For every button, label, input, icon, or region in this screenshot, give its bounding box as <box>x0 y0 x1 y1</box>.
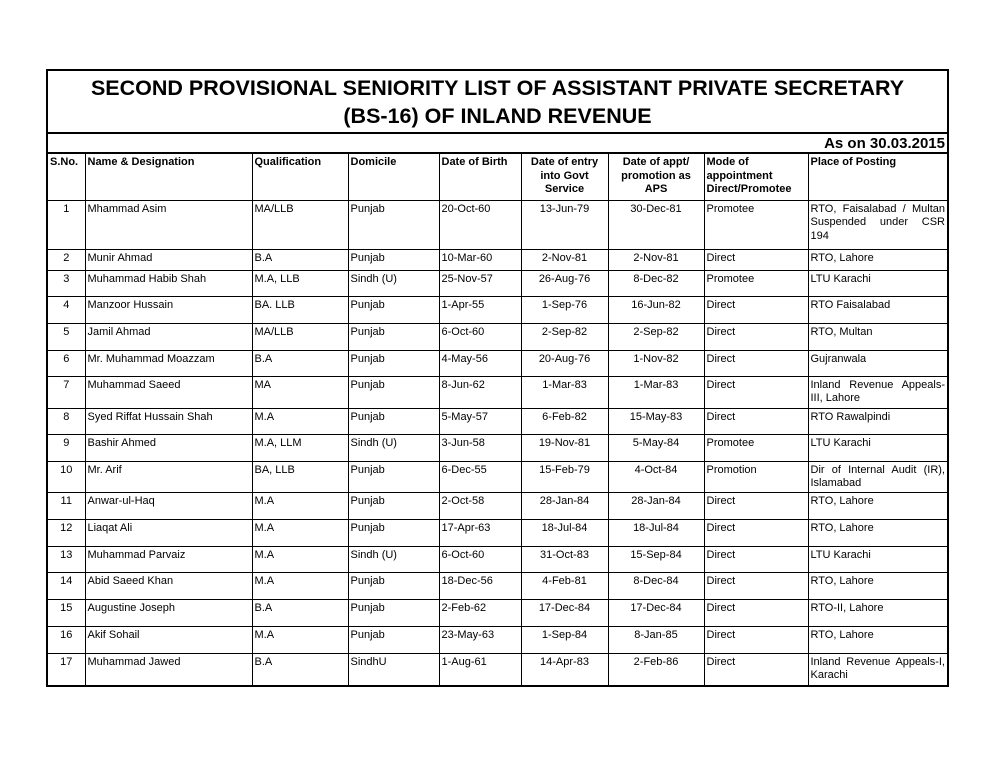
cell-date-appt: 16-Jun-82 <box>608 296 704 323</box>
cell-mode: Direct <box>704 492 808 519</box>
cell-mode: Direct <box>704 350 808 376</box>
cell-dob: 18-Dec-56 <box>439 572 521 599</box>
cell-qualification: B.A <box>252 249 348 270</box>
cell-dob: 6-Oct-60 <box>439 546 521 572</box>
table-row <box>48 434 947 461</box>
cell-dob: 2-Feb-62 <box>439 599 521 626</box>
cell-name: Muhammad Saeed <box>85 376 252 408</box>
cell-sno: 7 <box>48 376 85 408</box>
cell-sno: 13 <box>48 546 85 572</box>
cell-date-appt: 8-Dec-84 <box>608 572 704 599</box>
table-row <box>48 626 947 653</box>
cell-mode: Direct <box>704 408 808 434</box>
cell-mode: Promotee <box>704 200 808 249</box>
cell-date-entry: 2-Nov-81 <box>521 249 608 270</box>
title-line-2: (BS-16) OF INLAND REVENUE <box>343 104 652 128</box>
cell-posting: RTO, Lahore <box>808 572 947 599</box>
cell-name: Munir Ahmad <box>85 249 252 270</box>
cell-date-appt: 1-Nov-82 <box>608 350 704 376</box>
table-row <box>48 323 947 350</box>
cell-domicile: Punjab <box>348 461 439 492</box>
cell-name: Mr. Muhammad Moazzam <box>85 350 252 376</box>
cell-domicile: Sindh (U) <box>348 434 439 461</box>
cell-sno: 10 <box>48 461 85 492</box>
cell-mode: Direct <box>704 519 808 546</box>
cell-mode: Direct <box>704 376 808 408</box>
cell-domicile: Punjab <box>348 519 439 546</box>
cell-qualification: MA <box>252 376 348 408</box>
cell-domicile: Punjab <box>348 249 439 270</box>
cell-date-entry: 26-Aug-76 <box>521 270 608 296</box>
table-row <box>48 519 947 546</box>
cell-qualification: B.A <box>252 350 348 376</box>
table-row <box>48 270 947 296</box>
cell-date-appt: 4-Oct-84 <box>608 461 704 492</box>
cell-qualification: BA. LLB <box>252 296 348 323</box>
cell-date-entry: 6-Feb-82 <box>521 408 608 434</box>
cell-mode: Direct <box>704 546 808 572</box>
cell-date-appt: 17-Dec-84 <box>608 599 704 626</box>
table-row <box>48 599 947 626</box>
cell-date-appt: 30-Dec-81 <box>608 200 704 249</box>
cell-sno: 3 <box>48 270 85 296</box>
cell-sno: 17 <box>48 653 85 685</box>
cell-sno: 5 <box>48 323 85 350</box>
cell-date-entry: 15-Feb-79 <box>521 461 608 492</box>
cell-name: Muhammad Parvaiz <box>85 546 252 572</box>
cell-date-appt: 15-May-83 <box>608 408 704 434</box>
cell-date-appt: 5-May-84 <box>608 434 704 461</box>
cell-domicile: Punjab <box>348 296 439 323</box>
cell-posting: RTO, Lahore <box>808 249 947 270</box>
cell-posting: RTO, Lahore <box>808 626 947 653</box>
cell-qualification: MA/LLB <box>252 200 348 249</box>
cell-dob: 1-Apr-55 <box>439 296 521 323</box>
cell-sno: 11 <box>48 492 85 519</box>
cell-date-appt: 8-Jan-85 <box>608 626 704 653</box>
cell-mode: Promotion <box>704 461 808 492</box>
cell-posting: LTU Karachi <box>808 270 947 296</box>
table-row <box>48 572 947 599</box>
cell-sno: 12 <box>48 519 85 546</box>
cell-date-appt: 2-Sep-82 <box>608 323 704 350</box>
table-row <box>48 200 947 249</box>
cell-dob: 23-May-63 <box>439 626 521 653</box>
header-qualification: Qualification <box>252 154 348 200</box>
cell-date-appt: 18-Jul-84 <box>608 519 704 546</box>
cell-dob: 6-Dec-55 <box>439 461 521 492</box>
cell-qualification: M.A <box>252 546 348 572</box>
cell-mode: Promotee <box>704 434 808 461</box>
cell-date-appt: 15-Sep-84 <box>608 546 704 572</box>
cell-dob: 3-Jun-58 <box>439 434 521 461</box>
table-row <box>48 408 947 434</box>
cell-sno: 16 <box>48 626 85 653</box>
document-title <box>48 71 947 134</box>
cell-date-entry: 1-Sep-84 <box>521 626 608 653</box>
cell-domicile: Punjab <box>348 408 439 434</box>
cell-mode: Direct <box>704 626 808 653</box>
cell-date-appt: 2-Nov-81 <box>608 249 704 270</box>
cell-dob: 2-Oct-58 <box>439 492 521 519</box>
header-date-appt: Date of appt/ promotion as APS <box>608 154 704 200</box>
seniority-table <box>48 154 947 685</box>
cell-dob: 10-Mar-60 <box>439 249 521 270</box>
cell-domicile: Punjab <box>348 572 439 599</box>
cell-date-entry: 14-Apr-83 <box>521 653 608 685</box>
cell-name: Syed Riffat Hussain Shah <box>85 408 252 434</box>
cell-mode: Direct <box>704 572 808 599</box>
cell-sno: 15 <box>48 599 85 626</box>
cell-sno: 2 <box>48 249 85 270</box>
cell-domicile: Punjab <box>348 492 439 519</box>
header-date-entry: Date of entry into Govt Service <box>521 154 608 200</box>
table-row <box>48 653 947 685</box>
cell-posting: RTO, Multan <box>808 323 947 350</box>
cell-name: Abid Saeed Khan <box>85 572 252 599</box>
cell-date-appt: 1-Mar-83 <box>608 376 704 408</box>
table-row <box>48 492 947 519</box>
header-sno: S.No. <box>48 154 85 200</box>
cell-dob: 20-Oct-60 <box>439 200 521 249</box>
cell-qualification: M.A <box>252 519 348 546</box>
cell-qualification: M.A <box>252 408 348 434</box>
cell-date-entry: 18-Jul-84 <box>521 519 608 546</box>
table-row <box>48 350 947 376</box>
as-on-date: As on 30.03.2015 <box>48 134 947 154</box>
cell-posting: RTO-II, Lahore <box>808 599 947 626</box>
header-posting: Place of Posting <box>808 154 947 200</box>
cell-domicile: Punjab <box>348 323 439 350</box>
header-domicile: Domicile <box>348 154 439 200</box>
cell-posting: Dir of Internal Audit (IR), Islamabad <box>808 461 947 492</box>
header-name: Name & Designation <box>85 154 252 200</box>
cell-date-appt: 28-Jan-84 <box>608 492 704 519</box>
cell-posting: LTU Karachi <box>808 546 947 572</box>
cell-name: Muhammad Jawed <box>85 653 252 685</box>
cell-name: Liaqat Ali <box>85 519 252 546</box>
cell-dob: 1-Aug-61 <box>439 653 521 685</box>
cell-sno: 14 <box>48 572 85 599</box>
cell-name: Muhammad Habib Shah <box>85 270 252 296</box>
cell-dob: 25-Nov-57 <box>439 270 521 296</box>
cell-qualification: M.A <box>252 572 348 599</box>
cell-posting: Gujranwala <box>808 350 947 376</box>
table-header-row <box>48 154 947 200</box>
cell-dob: 4-May-56 <box>439 350 521 376</box>
cell-date-entry: 13-Jun-79 <box>521 200 608 249</box>
cell-date-appt: 2-Feb-86 <box>608 653 704 685</box>
cell-dob: 5-May-57 <box>439 408 521 434</box>
cell-qualification: M.A <box>252 626 348 653</box>
cell-qualification: B.A <box>252 653 348 685</box>
cell-posting: RTO, Lahore <box>808 492 947 519</box>
cell-dob: 6-Oct-60 <box>439 323 521 350</box>
cell-date-entry: 19-Nov-81 <box>521 434 608 461</box>
cell-mode: Direct <box>704 249 808 270</box>
cell-domicile: Punjab <box>348 599 439 626</box>
seniority-list-document <box>46 69 949 687</box>
cell-name: Akif Sohail <box>85 626 252 653</box>
cell-domicile: Punjab <box>348 200 439 249</box>
cell-date-entry: 1-Sep-76 <box>521 296 608 323</box>
cell-domicile: SindhU <box>348 653 439 685</box>
cell-domicile: Punjab <box>348 350 439 376</box>
cell-name: Bashir Ahmed <box>85 434 252 461</box>
cell-posting: Inland Revenue Appeals-I, Karachi <box>808 653 947 685</box>
cell-date-appt: 8-Dec-82 <box>608 270 704 296</box>
cell-name: Anwar-ul-Haq <box>85 492 252 519</box>
cell-sno: 8 <box>48 408 85 434</box>
cell-domicile: Punjab <box>348 626 439 653</box>
header-dob: Date of Birth <box>439 154 521 200</box>
header-mode: Mode of appointment Direct/Promotee <box>704 154 808 200</box>
cell-dob: 17-Apr-63 <box>439 519 521 546</box>
cell-domicile: Sindh (U) <box>348 270 439 296</box>
table-row <box>48 296 947 323</box>
cell-qualification: B.A <box>252 599 348 626</box>
cell-qualification: M.A, LLM <box>252 434 348 461</box>
cell-date-entry: 20-Aug-76 <box>521 350 608 376</box>
cell-posting: RTO Faisalabad <box>808 296 947 323</box>
cell-name: Mhammad Asim <box>85 200 252 249</box>
cell-domicile: Punjab <box>348 376 439 408</box>
table-row <box>48 461 947 492</box>
cell-domicile: Sindh (U) <box>348 546 439 572</box>
cell-date-entry: 31-Oct-83 <box>521 546 608 572</box>
cell-date-entry: 4-Feb-81 <box>521 572 608 599</box>
cell-name: Mr. Arif <box>85 461 252 492</box>
table-row <box>48 376 947 408</box>
cell-name: Jamil Ahmad <box>85 323 252 350</box>
cell-posting: RTO Rawalpindi <box>808 408 947 434</box>
cell-name: Augustine Joseph <box>85 599 252 626</box>
cell-qualification: BA, LLB <box>252 461 348 492</box>
cell-mode: Direct <box>704 296 808 323</box>
cell-mode: Direct <box>704 599 808 626</box>
cell-mode: Direct <box>704 653 808 685</box>
cell-posting: Inland Revenue Appeals-III, Lahore <box>808 376 947 408</box>
cell-qualification: M.A <box>252 492 348 519</box>
cell-mode: Direct <box>704 323 808 350</box>
cell-date-entry: 2-Sep-82 <box>521 323 608 350</box>
cell-sno: 4 <box>48 296 85 323</box>
cell-sno: 6 <box>48 350 85 376</box>
cell-posting: LTU Karachi <box>808 434 947 461</box>
table-row <box>48 249 947 270</box>
cell-posting: RTO, Lahore <box>808 519 947 546</box>
cell-sno: 9 <box>48 434 85 461</box>
cell-sno: 1 <box>48 200 85 249</box>
cell-mode: Promotee <box>704 270 808 296</box>
cell-date-entry: 1-Mar-83 <box>521 376 608 408</box>
cell-posting: RTO, Faisalabad / Multan Suspended under CSR 194 <box>808 200 947 249</box>
cell-name: Manzoor Hussain <box>85 296 252 323</box>
cell-date-entry: 17-Dec-84 <box>521 599 608 626</box>
title-line-1: SECOND PROVISIONAL SENIORITY LIST OF ASSISTANT PRIVATE SECRETARY <box>90 76 905 100</box>
cell-date-entry: 28-Jan-84 <box>521 492 608 519</box>
table-row <box>48 546 947 572</box>
cell-qualification: MA/LLB <box>252 323 348 350</box>
cell-dob: 8-Jun-62 <box>439 376 521 408</box>
cell-qualification: M.A, LLB <box>252 270 348 296</box>
